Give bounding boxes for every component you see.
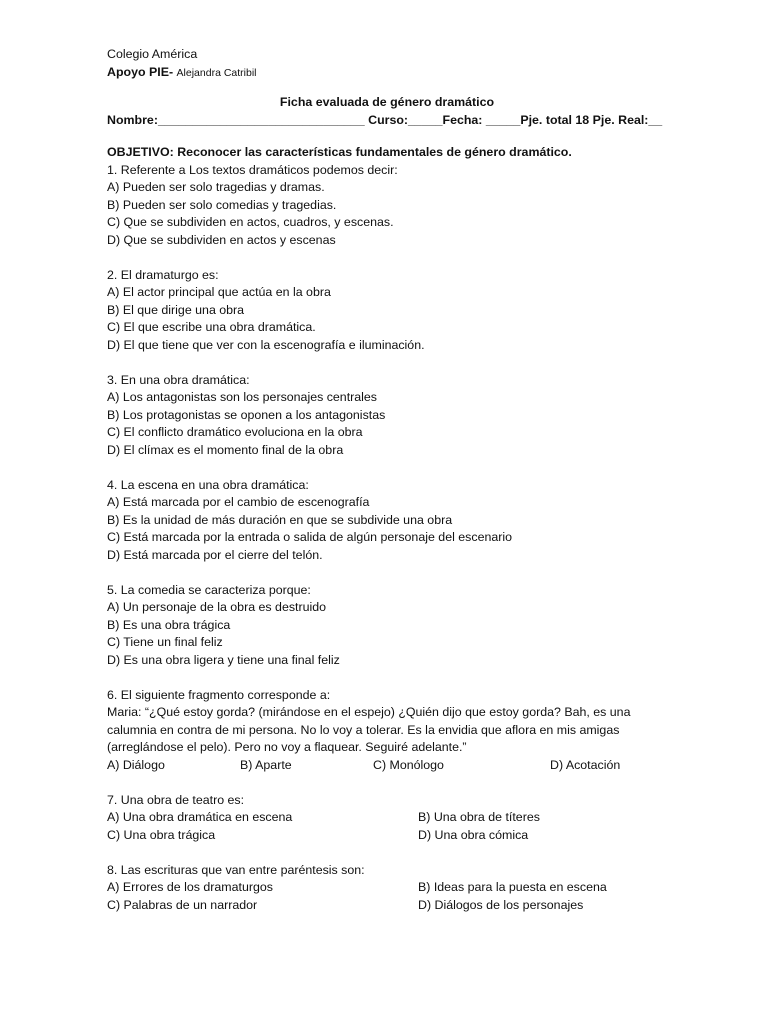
option: C) Una obra trágica: [107, 827, 216, 842]
question-prompt: 5. La comedia se caracteriza porque:: [107, 582, 311, 597]
question-7-options: [107, 827, 667, 845]
question-prompt: 3. En una obra dramática:: [107, 372, 250, 387]
option: D) Acotación: [550, 757, 621, 772]
q6-passage-line: Maria: “¿Qué estoy gorda? (mirándose en el espejo) ¿Quién dijo que estoy gorda? Bah, es una: [107, 705, 631, 719]
option: D) El que tiene que ver con la escenografía e iluminación.: [107, 337, 425, 352]
option: D) Es una obra ligera y tiene una final feliz: [107, 652, 340, 667]
option: A) Los antagonistas son los personajes centrales: [107, 390, 377, 404]
option: C) Monólogo: [373, 757, 444, 772]
school-name: Colegio América: [107, 47, 198, 61]
option: A) Una obra dramática en escena: [107, 810, 293, 824]
option: C) El conflicto dramático evoluciona en la obra: [107, 425, 363, 439]
option: D) El clímax es el momento final de la obra: [107, 442, 344, 457]
option: C) Está marcada por la entrada o salida de algún personaje del escenario: [107, 530, 513, 544]
option: A) Un personaje de la obra es destruido: [107, 600, 327, 614]
option: D) Está marcada por el cierre del telón.: [107, 547, 323, 562]
option: B) Una obra de títeres: [418, 810, 540, 824]
objective: OBJETIVO: Reconocer las características fundamentales de género dramático.: [107, 145, 572, 159]
teacher-name: Alejandra Catribil: [176, 66, 257, 79]
option: B) Es una obra trágica: [107, 617, 231, 632]
apoyo-label: Apoyo PIE-: [107, 64, 174, 79]
question-8-options: [107, 879, 667, 897]
q6-passage-line: (arreglándose el pelo). Pero no voy a flaquear. Seguiré adelante.”: [107, 740, 467, 754]
question-3: [107, 372, 667, 460]
option: D) Una obra cómica: [418, 827, 529, 842]
option: D) Que se subdividen en actos y escenas: [107, 232, 336, 247]
option: B) Los protagonistas se oponen a los antagonistas: [107, 407, 386, 422]
option: C) Que se subdividen en actos, cuadros, y escenas.: [107, 215, 394, 229]
option: B) Ideas para la puesta en escena: [418, 880, 607, 894]
page-title: Ficha evaluada de género dramático: [279, 95, 495, 109]
option: A) Está marcada por el cambio de escenografía: [107, 495, 370, 509]
question-4: [107, 477, 667, 565]
student-fields-line: Nombre:______________________________ Curso:_____Fecha: _____Pje. total 18 Pje. Real:__: [107, 112, 663, 127]
option: A) Errores de los dramaturgos: [107, 880, 273, 894]
question-prompt: 2. El dramaturgo es:: [107, 267, 219, 282]
option: C) Palabras de un narrador: [107, 897, 258, 912]
option: B) Es la unidad de más duración en que se subdivide una obra: [107, 512, 453, 527]
option: C) El que escribe una obra dramática.: [107, 320, 316, 334]
option: D) Diálogos de los personajes: [418, 897, 584, 912]
option: B) Aparte: [240, 757, 292, 772]
worksheet: [107, 46, 667, 914]
question-5: [107, 582, 667, 670]
question-6-prompt: 6. El siguiente fragmento corresponde a:: [107, 687, 331, 702]
question-6-options: [107, 757, 667, 775]
question-7-options: [107, 809, 667, 827]
question-2: [107, 267, 667, 355]
question-8-prompt: 8. Las escrituras que van entre paréntesis son:: [107, 862, 365, 877]
option: B) El que dirige una obra: [107, 302, 245, 317]
option: C) Tiene un final feliz: [107, 635, 223, 649]
question-prompt: 4. La escena en una obra dramática:: [107, 477, 309, 492]
option: B) Pueden ser solo comedias y tragedias.: [107, 197, 337, 212]
question-1: [107, 162, 667, 250]
question-list: [107, 162, 667, 670]
option: A) Pueden ser solo tragedias y dramas.: [107, 180, 325, 194]
question-7-prompt: 7. Una obra de teatro es:: [107, 792, 245, 807]
question-8-options: [107, 897, 667, 915]
option: A) Diálogo: [107, 757, 165, 772]
question-prompt: 1. Referente a Los textos dramáticos podemos decir:: [107, 162, 398, 177]
apoyo-line: [107, 64, 667, 82]
q6-passage-line: calumnia en contra de mi persona. No lo voy a tolerar. Es la envidia que aflora en mis amigas: [107, 722, 620, 737]
option: A) El actor principal que actúa en la obra: [107, 285, 331, 299]
